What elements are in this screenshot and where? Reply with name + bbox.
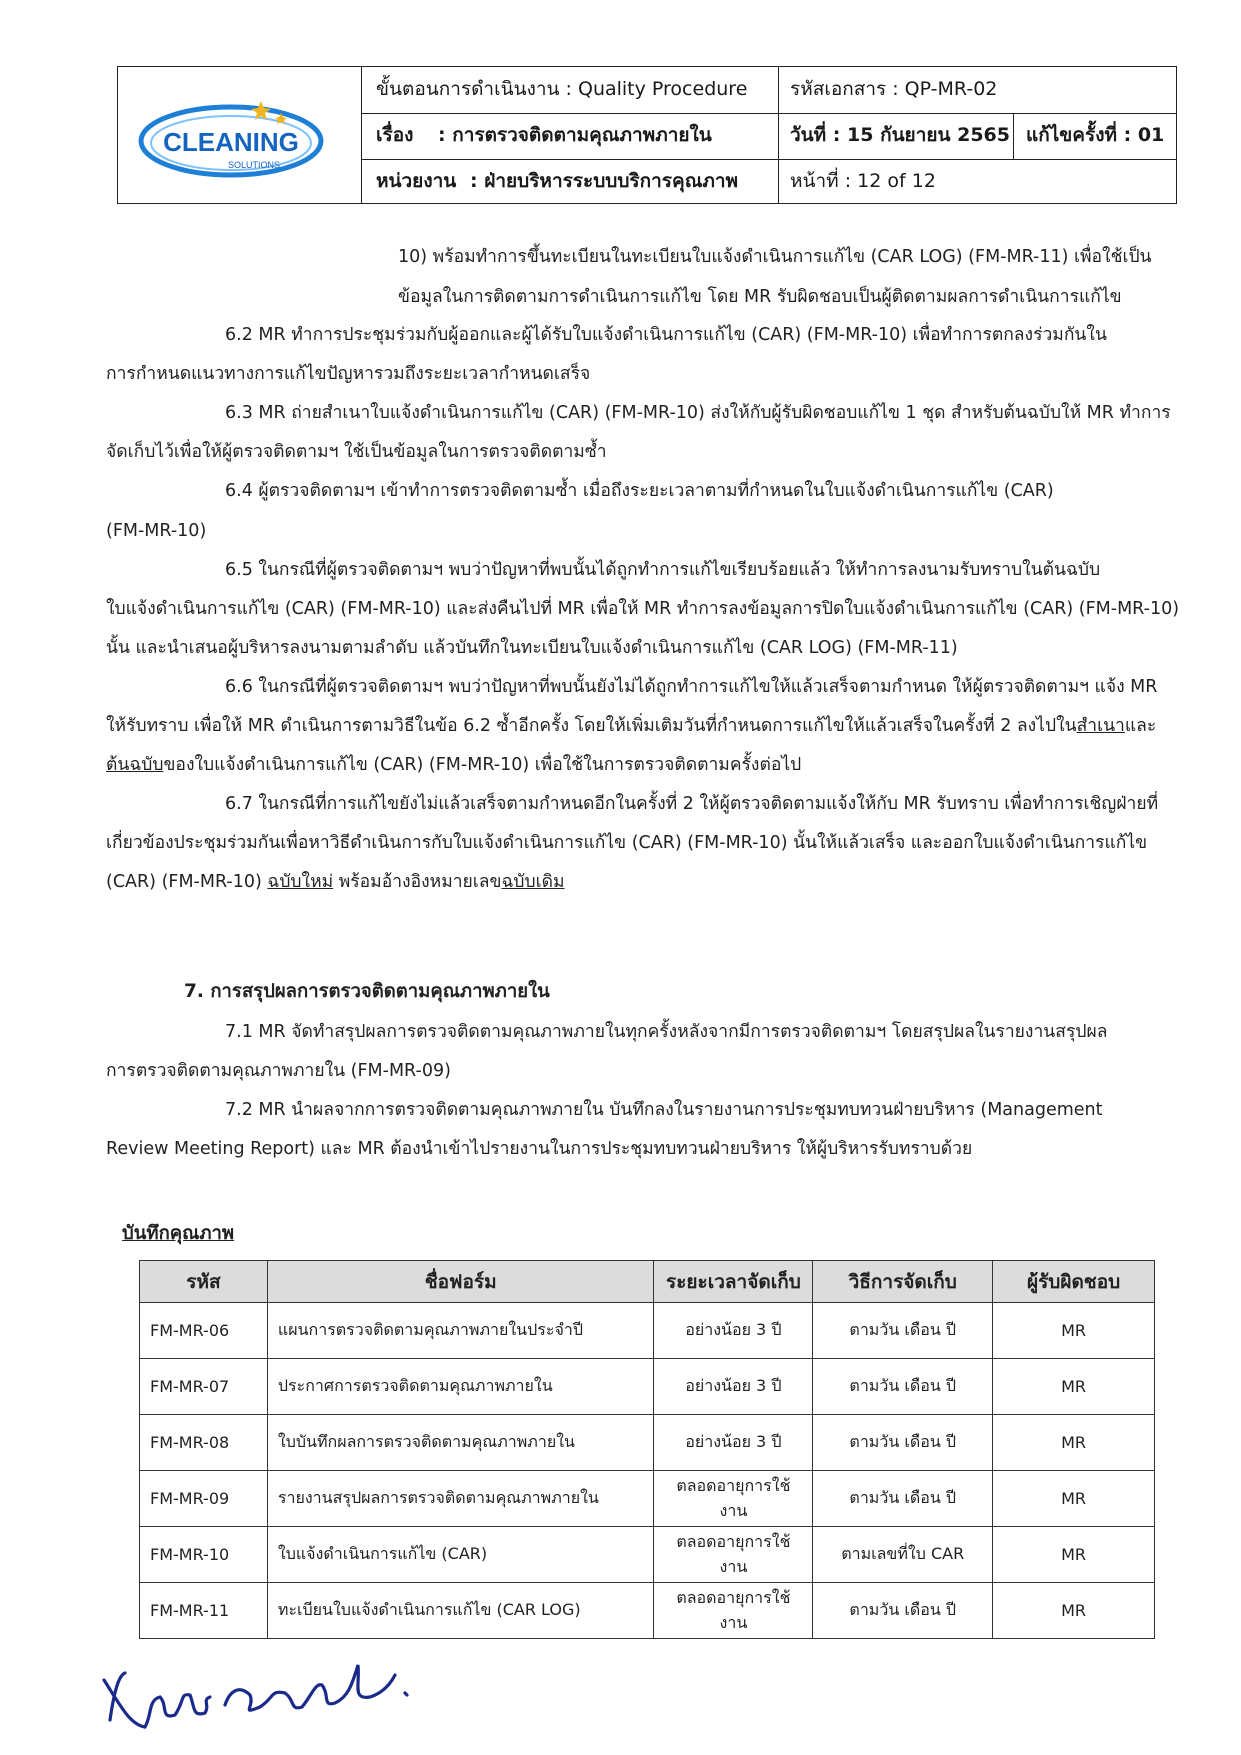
form-code: FM-MR-06 bbox=[140, 1303, 268, 1359]
paragraph-line: จัดเก็บไว้เพื่อให้ผู้ตรวจติดตามฯ ใช้เป็นข้อมูลในการตรวจติดตามซ้ำ bbox=[106, 442, 607, 462]
responsible-person: MR bbox=[993, 1583, 1155, 1639]
paragraph-line: การกำหนดแนวทางการแก้ไขปัญหารวมถึงระยะเวลากำหนดเสร็จ bbox=[106, 364, 591, 384]
storage-method: ตามเลขที่ใบ CAR bbox=[813, 1527, 993, 1583]
column-header: วิธีการจัดเก็บ bbox=[813, 1261, 993, 1303]
form-code: FM-MR-07 bbox=[140, 1359, 268, 1415]
form-name: ประกาศการตรวจติดตามคุณภาพภายใน bbox=[267, 1359, 654, 1415]
column-header: ระยะเวลาจัดเก็บ bbox=[654, 1261, 813, 1303]
svg-text:SOLUTIONS: SOLUTIONS bbox=[227, 160, 281, 170]
revision-number: แก้ไขครั้งที่ : 01 bbox=[1026, 124, 1165, 146]
form-code: FM-MR-08 bbox=[140, 1415, 268, 1471]
form-name: รายงานสรุปผลการตรวจติดตามคุณภาพภายใน bbox=[267, 1471, 654, 1527]
svg-text:CLEANING: CLEANING bbox=[163, 127, 299, 157]
paragraph-line: 6.3 MR ถ่ายสำเนาใบแจ้งดำเนินการแก้ไข (CAR) (FM-MR-10) ส่งให้กับผู้รับผิดชอบแก้ไข 1 ชุด สำหรับต้นฉบับให้ MR ทำการ bbox=[225, 403, 1171, 423]
column-header: ผู้รับผิดชอบ bbox=[993, 1261, 1155, 1303]
procedure-label: ขั้นตอนการดำเนินงาน : Quality Procedure bbox=[376, 78, 748, 100]
table-row bbox=[140, 1583, 1155, 1639]
table-row bbox=[140, 1471, 1155, 1527]
storage-method: ตามวัน เดือน ปี bbox=[813, 1415, 993, 1471]
subject-value: : การตรวจติดตามคุณภาพภายใน bbox=[438, 124, 712, 146]
paragraph-line: (CAR) (FM-MR-10) ฉบับใหม่ พร้อมอ้างอิงหมายเลขฉบับเดิม bbox=[106, 872, 565, 892]
form-name: ทะเบียนใบแจ้งดำเนินการแก้ไข (CAR LOG) bbox=[267, 1583, 654, 1639]
retention-period: ตลอดอายุการใช้งาน bbox=[654, 1527, 813, 1583]
table-header-row bbox=[140, 1261, 1155, 1303]
page-number: หน้าที่ : 12 of 12 bbox=[790, 170, 936, 192]
storage-method: ตามวัน เดือน ปี bbox=[813, 1583, 993, 1639]
column-header: ชื่อฟอร์ม bbox=[267, 1261, 654, 1303]
paragraph-line: ให้รับทราบ เพื่อให้ MR ดำเนินการตามวิธีในข้อ 6.2 ซ้ำอีกครั้ง โดยให้เพิ่มเติมวันที่กำหนดการแก้ไขให้แล้วเสร็จในครั้งที่ 2 ลงไปในสำเนาและ bbox=[106, 716, 1157, 736]
paragraph-line: การตรวจติดตามคุณภาพภายใน (FM-MR-09) bbox=[106, 1061, 451, 1081]
issue-date: วันที่ : 15 กันยายน 2565 bbox=[790, 124, 1010, 146]
form-name: ใบแจ้งดำเนินการแก้ไข (CAR) bbox=[267, 1527, 654, 1583]
form-code: FM-MR-10 bbox=[140, 1527, 268, 1583]
table-row bbox=[140, 1359, 1155, 1415]
paragraph-line: 6.2 MR ทำการประชุมร่วมกับผู้ออกและผู้ได้รับใบแจ้งดำเนินการแก้ไข (CAR) (FM-MR-10) เพื่อทำการตกลงร่วมกันใน bbox=[225, 325, 1107, 345]
paragraph-line: 7.2 MR นำผลจากการตรวจติดตามคุณภาพภายใน บันทึกลงในรายงานการประชุมทบทวนฝ่ายบริหาร (Management bbox=[225, 1100, 1103, 1120]
paragraph-line: 6.6 ในกรณีที่ผู้ตรวจติดตามฯ พบว่าปัญหาที่พบนั้นยังไม่ได้ถูกทำการแก้ไขให้แล้วเสร็จตามกำหนด ให้ผู้ตรวจติดตามฯ แจ้ง MR bbox=[225, 677, 1158, 697]
paragraph-line: Review Meeting Report) และ MR ต้องนำเข้าไปรายงานในการประชุมทบทวนฝ่ายบริหาร ให้ผู้บริหารรับทราบด้วย bbox=[106, 1139, 973, 1159]
table-row bbox=[140, 1527, 1155, 1583]
responsible-person: MR bbox=[993, 1415, 1155, 1471]
form-name: ใบบันทึกผลการตรวจติดตามคุณภาพภายใน bbox=[267, 1415, 654, 1471]
storage-method: ตามวัน เดือน ปี bbox=[813, 1303, 993, 1359]
retention-period: อย่างน้อย 3 ปี bbox=[654, 1303, 813, 1359]
form-code: FM-MR-11 bbox=[140, 1583, 268, 1639]
responsible-person: MR bbox=[993, 1303, 1155, 1359]
responsible-person: MR bbox=[993, 1359, 1155, 1415]
unit-label: หน่วยงาน bbox=[376, 170, 457, 192]
paragraph-line: 7.1 MR จัดทำสรุปผลการตรวจติดตามคุณภาพภายในทุกครั้งหลังจากมีการตรวจติดตามฯ โดยสรุปผลในรายงานสรุปผล bbox=[225, 1022, 1108, 1042]
storage-method: ตามวัน เดือน ปี bbox=[813, 1359, 993, 1415]
column-header: รหัส bbox=[140, 1261, 268, 1303]
retention-period: อย่างน้อย 3 ปี bbox=[654, 1415, 813, 1471]
paragraph-line: ใบแจ้งดำเนินการแก้ไข (CAR) (FM-MR-10) และส่งคืนไปที่ MR เพื่อให้ MR ทำการลงข้อมูลการปิดใบแจ้งดำเนินการแก้ไข (CAR) (FM-MR-10) bbox=[106, 599, 1180, 619]
paragraph-line: 6.4 ผู้ตรวจติดตามฯ เข้าทำการตรวจติดตามซ้ำ เมื่อถึงระยะเวลาตามที่กำหนดในใบแจ้งดำเนินการแก้ไข (CAR) bbox=[225, 481, 1054, 501]
retention-period: ตลอดอายุการใช้งาน bbox=[654, 1471, 813, 1527]
retention-period: ตลอดอายุการใช้งาน bbox=[654, 1583, 813, 1639]
responsible-person: MR bbox=[993, 1471, 1155, 1527]
paragraph-line: นั้น และนำเสนอผู้บริหารลงนามตามลำดับ แล้วบันทึกในทะเบียนใบแจ้งดำเนินการแก้ไข (CAR LOG) (FM-MR-11) bbox=[106, 638, 958, 658]
form-code: FM-MR-09 bbox=[140, 1471, 268, 1527]
unit-value: : ฝ่ายบริหารระบบบริการคุณภาพ bbox=[470, 170, 739, 192]
storage-method: ตามวัน เดือน ปี bbox=[813, 1471, 993, 1527]
paragraph-line: เกี่ยวข้องประชุมร่วมกันเพื่อหาวิธีดำเนินการกับใบแจ้งดำเนินการแก้ไข (CAR) (FM-MR-10) นั้นให้แล้วเสร็จ และออกใบแจ้งดำเนินการแก้ไข bbox=[106, 833, 1148, 853]
cleaning-logo bbox=[136, 91, 326, 181]
records-title: บันทึกคุณภาพ bbox=[122, 1223, 235, 1244]
paragraph-line: ข้อมูลในการติดตามการดำเนินการแก้ไข โดย MR รับผิดชอบเป็นผู้ติดตามผลการดำเนินการแก้ไข bbox=[398, 287, 1122, 307]
paragraph-line: 6.7 ในกรณีที่การแก้ไขยังไม่แล้วเสร็จตามกำหนดอีกในครั้งที่ 2 ให้ผู้ตรวจติดตามแจ้งให้กับ MR รับทราบ เพื่อทำการเชิญฝ่ายที่ bbox=[225, 794, 1159, 814]
document-code: รหัสเอกสาร : QP-MR-02 bbox=[790, 78, 998, 100]
responsible-person: MR bbox=[993, 1527, 1155, 1583]
table-row bbox=[140, 1415, 1155, 1471]
table-row bbox=[140, 1303, 1155, 1359]
paragraph-line: ต้นฉบับของใบแจ้งดำเนินการแก้ไข (CAR) (FM-MR-10) เพื่อใช้ในการตรวจติดตามครั้งต่อไป bbox=[106, 755, 802, 775]
paragraph-line: 6.5 ในกรณีที่ผู้ตรวจติดตามฯ พบว่าปัญหาที่พบนั้นได้ถูกทำการแก้ไขเรียบร้อยแล้ว ให้ทำการลงนามรับทราบในต้นฉบับ bbox=[225, 560, 1101, 580]
quality-records-table bbox=[139, 1260, 1155, 1639]
handwritten-signature bbox=[90, 1645, 420, 1740]
paragraph-line: 10) พร้อมทำการขึ้นทะเบียนในทะเบียนใบแจ้งดำเนินการแก้ไข (CAR LOG) (FM-MR-11) เพื่อใช้เป็น bbox=[398, 247, 1152, 267]
section-heading: 7. การสรุปผลการตรวจติดตามคุณภาพภายใน bbox=[184, 981, 550, 1002]
subject-label: เรื่อง bbox=[376, 124, 414, 146]
document-header bbox=[117, 66, 1177, 204]
retention-period: อย่างน้อย 3 ปี bbox=[654, 1359, 813, 1415]
paragraph-line: (FM-MR-10) bbox=[106, 521, 207, 541]
form-name: แผนการตรวจติดตามคุณภาพภายในประจำปี bbox=[267, 1303, 654, 1359]
